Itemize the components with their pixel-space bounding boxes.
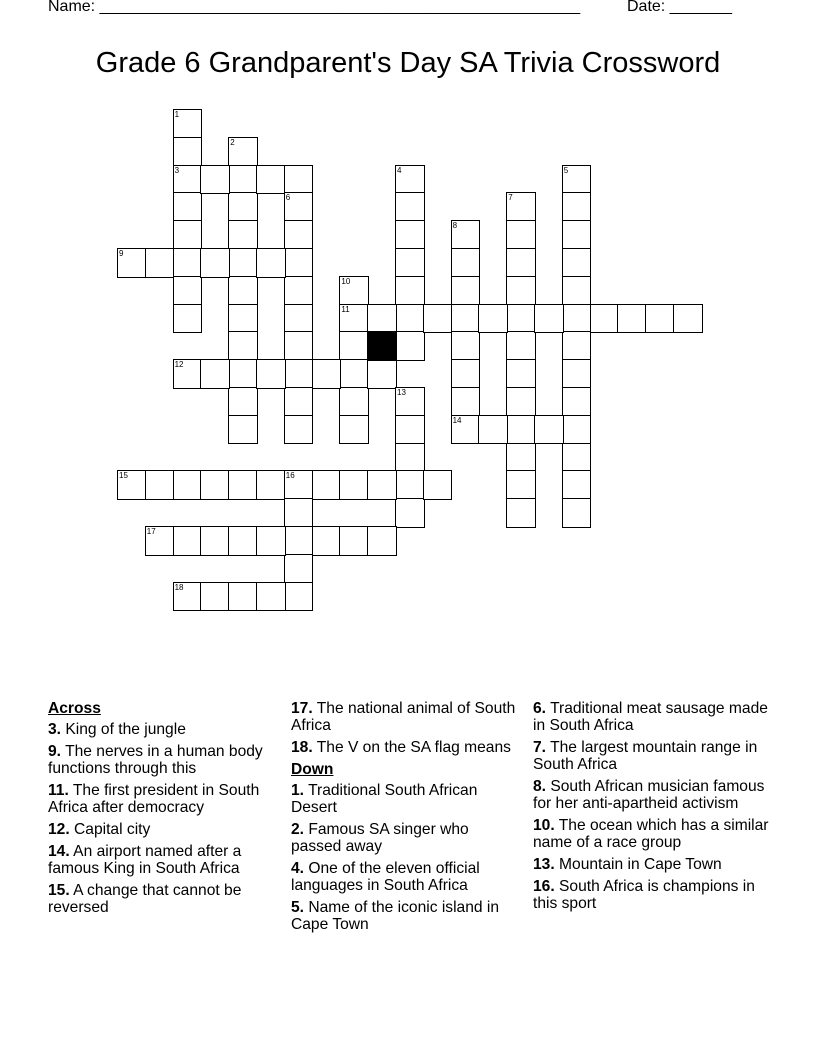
grid-cell[interactable] (395, 470, 425, 500)
grid-cell[interactable] (590, 304, 620, 334)
cell-number: 18 (174, 582, 184, 592)
grid-cell[interactable] (117, 470, 147, 500)
clue-text: One of the eleven official languages in South Africa (291, 860, 480, 894)
down-heading: Down (291, 761, 334, 778)
grid-cell[interactable] (284, 470, 314, 500)
grid-cell[interactable] (228, 165, 258, 195)
grid-cell[interactable] (228, 192, 258, 222)
across-heading: Across (48, 700, 101, 717)
clue-text: The first president in South Africa after democracy (48, 782, 260, 816)
grid-cell[interactable] (673, 304, 703, 334)
grid-cell[interactable] (312, 470, 342, 500)
cell-number: 15 (119, 471, 128, 481)
date-line: Date: _______ (627, 0, 732, 15)
clue-number: 13. (533, 856, 555, 873)
clue-down-2 (291, 821, 523, 855)
grid-cell[interactable] (284, 276, 314, 306)
grid-cell[interactable] (228, 137, 258, 167)
grid-cell[interactable] (173, 582, 203, 612)
grid-cell[interactable] (451, 331, 481, 361)
clue-text: South Africa is champions in this sport (533, 878, 755, 912)
clue-text: A change that cannot be reversed (48, 882, 242, 916)
grid-cell[interactable] (478, 304, 508, 334)
clue-number: 2. (291, 821, 305, 838)
clue-number: 3. (48, 721, 62, 738)
cell-number: 1 (174, 110, 180, 119)
grid-cell[interactable] (339, 387, 369, 417)
clue-number: 17. (291, 700, 313, 717)
clues-column-2 (291, 700, 523, 938)
grid-cell[interactable] (451, 248, 481, 278)
grid-cell[interactable] (451, 415, 481, 445)
clue-down-16 (533, 878, 773, 912)
grid-cell[interactable] (339, 470, 369, 500)
grid-cell[interactable] (173, 359, 203, 389)
grid-cell[interactable] (395, 331, 425, 361)
grid-cell[interactable] (395, 415, 425, 445)
grid-cell[interactable] (395, 220, 425, 250)
clue-down-6 (533, 700, 773, 734)
grid-cell[interactable] (617, 304, 647, 334)
grid-cell[interactable] (478, 415, 508, 445)
grid-cell[interactable] (228, 526, 258, 556)
grid-cell[interactable] (339, 415, 369, 445)
grid-cell[interactable] (200, 470, 230, 500)
grid-cell[interactable] (256, 470, 286, 500)
grid-cell[interactable] (312, 359, 342, 389)
cell-number: 11 (341, 304, 350, 314)
clue-number: 8. (533, 778, 547, 795)
page-title: Grade 6 Grandparent's Day SA Trivia Crossword (95, 47, 721, 79)
grid-cell[interactable] (200, 359, 230, 389)
clue-number: 15. (48, 882, 70, 899)
clue-down-7 (533, 739, 773, 773)
grid-cell[interactable] (228, 304, 258, 334)
clue-number: 14. (48, 843, 70, 860)
clue-across-9 (48, 743, 280, 777)
grid-cell[interactable] (506, 192, 536, 222)
grid-cell[interactable] (173, 220, 203, 250)
grid-cell[interactable] (562, 220, 592, 250)
grid-cell[interactable] (339, 359, 369, 389)
clue-text: Traditional meat sausage made in South Africa (533, 700, 768, 734)
grid-cell[interactable] (395, 387, 425, 417)
cell-number: 14 (452, 415, 462, 425)
grid-cell[interactable] (506, 498, 536, 528)
clue-across-11 (48, 782, 280, 816)
grid-cell[interactable] (562, 276, 592, 306)
grid-cell[interactable] (562, 443, 592, 473)
grid-cell[interactable] (284, 165, 314, 195)
grid-cell[interactable] (284, 304, 314, 334)
clue-down-13 (533, 856, 773, 873)
grid-cell[interactable] (562, 498, 592, 528)
grid-cell[interactable] (562, 359, 592, 389)
clue-text: Famous SA singer who passed away (291, 821, 469, 855)
grid-cell[interactable] (367, 359, 397, 389)
name-line: Name: ______________________________________________________ (48, 0, 581, 15)
clue-number: 5. (291, 899, 305, 916)
grid-cell[interactable] (228, 582, 258, 612)
grid-cell[interactable] (451, 304, 481, 334)
clue-text: The V on the SA flag means (316, 739, 511, 756)
grid-cell[interactable] (284, 359, 314, 389)
clue-across-14 (48, 843, 280, 877)
grid-cell[interactable] (562, 304, 592, 334)
clue-across-18 (291, 739, 523, 756)
grid-cell[interactable] (534, 415, 564, 445)
grid-cell[interactable] (506, 304, 536, 334)
grid-cell[interactable] (506, 220, 536, 250)
clue-number: 9. (48, 743, 62, 760)
clue-text: The ocean which has a similar name of a race group (533, 817, 769, 851)
grid-cell[interactable] (339, 331, 369, 361)
grid-cell[interactable] (506, 276, 536, 306)
grid-cell[interactable] (534, 304, 564, 334)
clue-across-17 (291, 700, 523, 734)
grid-cell[interactable] (145, 470, 175, 500)
clue-number: 10. (533, 817, 555, 834)
grid-cell[interactable] (451, 220, 481, 250)
grid-cell[interactable] (228, 276, 258, 306)
grid-cell[interactable] (256, 248, 286, 278)
grid-cell[interactable] (367, 304, 397, 334)
clue-number: 12. (48, 821, 70, 838)
grid-cell[interactable] (228, 387, 258, 417)
grid-cell[interactable] (284, 498, 314, 528)
grid-cell[interactable] (506, 443, 536, 473)
cell-number: 5 (563, 165, 569, 175)
cell-number: 3 (174, 165, 180, 175)
clue-text: Mountain in Cape Town (559, 856, 722, 873)
cell-number: 10 (341, 276, 351, 286)
grid-cell[interactable] (451, 387, 481, 417)
clues-column-1 (48, 700, 280, 921)
grid-cell[interactable] (173, 165, 203, 195)
grid-cell[interactable] (395, 276, 425, 306)
clue-number: 1. (291, 782, 305, 799)
grid-cell[interactable] (256, 359, 286, 389)
grid-cell[interactable] (395, 443, 425, 473)
grid-cell[interactable] (200, 248, 230, 278)
grid-cell[interactable] (228, 470, 258, 500)
grid-cell[interactable] (367, 470, 397, 500)
grid-cell[interactable] (200, 582, 230, 612)
grid-cell[interactable] (228, 220, 258, 250)
cell-number: 4 (397, 165, 402, 175)
grid-cell[interactable] (423, 470, 453, 500)
grid-cell[interactable] (367, 526, 397, 556)
clue-number: 18. (291, 739, 313, 756)
grid-cell[interactable] (339, 276, 369, 306)
clue-number: 16. (533, 878, 555, 895)
grid-cell[interactable] (284, 192, 314, 222)
clue-number: 6. (533, 700, 547, 717)
grid-cell[interactable] (562, 470, 592, 500)
grid-cell[interactable] (284, 387, 314, 417)
cell-number: 16 (285, 471, 295, 481)
grid-cell[interactable] (117, 248, 147, 278)
grid-cell[interactable] (451, 359, 481, 389)
clue-across-3 (48, 721, 280, 738)
grid-cell[interactable] (173, 276, 203, 306)
grid-cell[interactable] (228, 248, 258, 278)
grid-cell[interactable] (145, 526, 175, 556)
clue-down-4 (291, 860, 523, 894)
grid-cell[interactable] (284, 554, 314, 584)
grid-cell[interactable] (562, 165, 592, 195)
grid-cell[interactable] (173, 304, 203, 334)
grid-cell[interactable] (173, 526, 203, 556)
cell-number: 13 (397, 388, 406, 397)
clue-text: King of the jungle (65, 721, 186, 738)
grid-cell[interactable] (395, 498, 425, 528)
grid-cell[interactable] (506, 248, 536, 278)
grid-cell[interactable] (228, 331, 258, 361)
clues-column-3 (533, 700, 773, 917)
clue-down-10 (533, 817, 773, 851)
clue-down-1 (291, 782, 523, 816)
grid-cell[interactable] (173, 470, 203, 500)
grid-cell[interactable] (506, 415, 536, 445)
cell-number: 12 (174, 360, 184, 370)
clue-text: The nerves in a human body functions through this (48, 743, 263, 777)
cell-number: 9 (119, 249, 124, 258)
clue-across-15 (48, 882, 280, 916)
clue-down-5 (291, 899, 523, 933)
grid-cell[interactable] (284, 526, 314, 556)
grid-cell[interactable] (284, 248, 314, 278)
cell-number: 7 (508, 193, 513, 203)
grid-cell[interactable] (173, 192, 203, 222)
grid-cell[interactable] (423, 304, 453, 334)
grid-cell[interactable] (284, 415, 314, 445)
clue-text: An airport named after a famous King in South Africa (48, 843, 242, 877)
grid-cell[interactable] (562, 248, 592, 278)
grid-cell[interactable] (395, 192, 425, 222)
grid-cell[interactable] (506, 470, 536, 500)
grid-cell[interactable] (562, 415, 592, 445)
clue-number: 4. (291, 860, 305, 877)
clue-across-12 (48, 821, 280, 838)
grid-cell[interactable] (562, 387, 592, 417)
grid-cell[interactable] (173, 137, 203, 167)
grid-cell[interactable] (506, 359, 536, 389)
grid-cell[interactable] (284, 220, 314, 250)
clue-number: 7. (533, 739, 547, 756)
cell-number: 2 (230, 137, 235, 147)
grid-cell[interactable] (173, 109, 203, 139)
cell-number: 8 (452, 221, 458, 231)
cell-number: 17 (146, 527, 156, 536)
clue-text: Name of the iconic island in Cape Town (291, 899, 500, 933)
grid-cell[interactable] (395, 304, 425, 334)
grid-cell[interactable] (173, 248, 203, 278)
grid-cell[interactable] (562, 192, 592, 222)
grid-cell[interactable] (506, 331, 536, 361)
black-cell (367, 331, 397, 361)
grid-cell[interactable] (645, 304, 675, 334)
clue-text: Traditional South African Desert (291, 782, 478, 816)
clue-text: The national animal of South Africa (291, 700, 516, 734)
clue-text: The largest mountain range in South Africa (533, 739, 758, 773)
grid-cell[interactable] (395, 165, 425, 195)
grid-cell[interactable] (284, 582, 314, 612)
grid-cell[interactable] (256, 165, 286, 195)
clue-text: South African musician famous for her anti-apartheid activism (533, 778, 765, 812)
grid-cell[interactable] (256, 526, 286, 556)
grid-cell[interactable] (145, 248, 175, 278)
grid-cell[interactable] (339, 304, 369, 334)
grid-cell[interactable] (200, 526, 230, 556)
cell-number: 6 (285, 193, 291, 203)
grid-cell[interactable] (506, 387, 536, 417)
grid-cell[interactable] (228, 359, 258, 389)
clue-down-8 (533, 778, 773, 812)
grid-cell[interactable] (312, 526, 342, 556)
grid-cell[interactable] (200, 165, 230, 195)
grid-cell[interactable] (451, 276, 481, 306)
grid-cell[interactable] (284, 331, 314, 361)
grid-cell[interactable] (339, 526, 369, 556)
grid-cell[interactable] (395, 248, 425, 278)
grid-cell[interactable] (228, 415, 258, 445)
clue-number: 11. (48, 782, 69, 799)
grid-cell[interactable] (256, 582, 286, 612)
grid-cell[interactable] (562, 331, 592, 361)
clue-text: Capital city (74, 821, 151, 838)
